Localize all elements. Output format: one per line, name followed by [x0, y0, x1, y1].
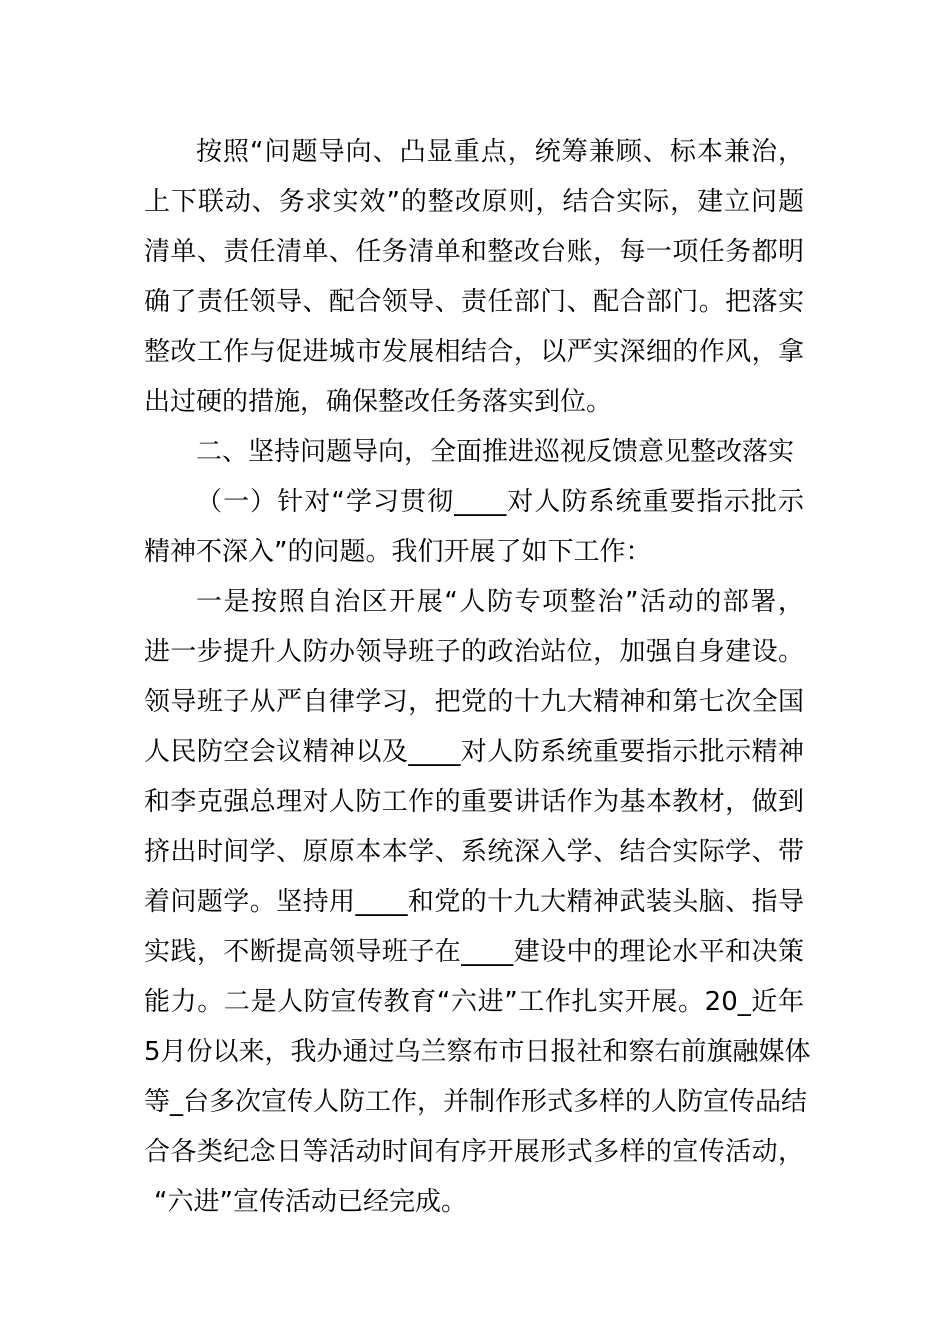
paragraph-line [0, 177, 950, 227]
paragraph-line [0, 827, 950, 877]
line-text: 确了责任领导、配合领导、责任部门、配合部门。把落实 [144, 287, 804, 317]
paragraph-line [0, 127, 950, 177]
line-text: 着问题学。坚持用____和党的十九大精神武装头脑、指导 [144, 887, 804, 917]
line-text: 进一步提升人防办领导班子的政治站位，加强自身建设。 [144, 637, 804, 667]
heading-text: 二、坚持问题导向，全面推进巡视反馈意见整改落实 [196, 437, 795, 467]
line-text: 整改工作与促进城市发展相结合，以严实深细的作风，拿 [144, 337, 804, 367]
paragraph-line [0, 1027, 950, 1077]
paragraph-line [0, 527, 950, 577]
paragraph-line [0, 777, 950, 827]
paragraph-line [0, 677, 950, 727]
paragraph-line [0, 1127, 950, 1177]
line-text: 合各类纪念日等活动时间有序开展形式多样的宣传活动， [144, 1137, 804, 1167]
section-heading [0, 427, 950, 477]
line-text: “六进”宣传活动已经完成。 [154, 1187, 467, 1217]
line-text: 挤出时间学、原原本本学、系统深入学、结合实际学、带 [144, 837, 804, 867]
line-text: 一是按照自治区开展“人防专项整治”活动的部署， [196, 587, 804, 617]
paragraph-line [0, 977, 950, 1027]
line-text: 能力。二是人防宣传教育“六进”工作扎实开展。20_近年 [144, 987, 804, 1017]
line-text: 人民防空会议精神以及____对人防系统重要指示批示精神 [144, 737, 804, 767]
line-text: 按照“问题导向、凸显重点，统筹兼顾、标本兼治， [196, 137, 804, 167]
line-text: （一）针对“学习贯彻____对人防系统重要指示批示 [196, 487, 804, 517]
paragraph-line [0, 877, 950, 927]
line-text: 上下联动、务求实效”的整改原则，结合实际，建立问题 [144, 187, 804, 217]
paragraph-line [0, 577, 950, 627]
line-text: 5月份以来，我办通过乌兰察布市日报社和察右前旗融媒体 [144, 1037, 811, 1067]
line-text: 和李克强总理对人防工作的重要讲话作为基本教材，做到 [144, 787, 804, 817]
line-text: 出过硬的措施，确保整改任务落实到位。 [144, 387, 613, 417]
paragraph-line [0, 277, 950, 327]
paragraph-line [0, 227, 950, 277]
line-text: 清单、责任清单、任务清单和整改台账，每一项任务都明 [144, 237, 804, 267]
paragraph-line [0, 727, 950, 777]
paragraph-line [0, 927, 950, 977]
line-text: 实践，不断提高领导班子在____建设中的理论水平和决策 [144, 937, 804, 967]
line-text: 精神不深入”的问题。我们开展了如下工作： [144, 537, 652, 567]
paragraph-line [0, 377, 950, 427]
line-text: 领导班子从严自律学习，把党的十九大精神和第七次全国 [144, 687, 804, 717]
paragraph-line [0, 1077, 950, 1127]
subsection-heading [0, 477, 950, 527]
line-text: 等_台多次宣传人防工作，并制作形式多样的人防宣传品结 [144, 1087, 808, 1117]
paragraph-line [0, 1177, 950, 1227]
paragraph-line [0, 327, 950, 377]
paragraph-line [0, 627, 950, 677]
